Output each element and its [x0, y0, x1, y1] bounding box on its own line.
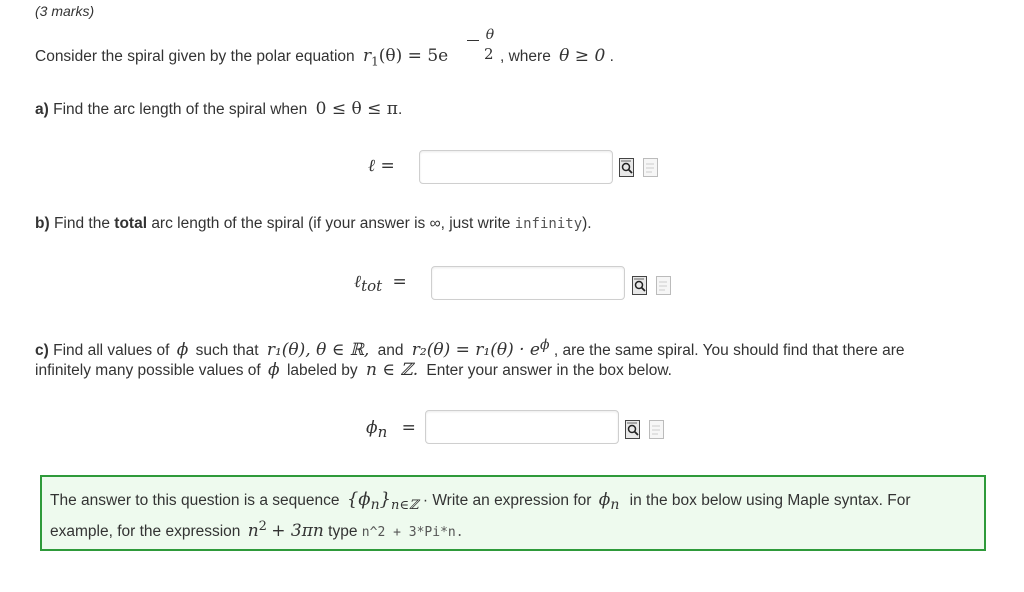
part-b-answer-label: ℓ$_{tot}$ =	[354, 272, 407, 296]
marks-label: (3 marks)	[35, 3, 95, 19]
part-c-question-line2: infinitely many possible values of ϕ labeled by n ∈ ℤ. Enter your answer in the box below.	[35, 360, 672, 380]
hint-line-2: example, for the expression $n^2 + 3\pi n$ type n^2 + 3*Pi*n.	[50, 519, 464, 542]
exponent-fraction: θ	[485, 27, 495, 43]
preview-icon[interactable]	[619, 158, 634, 177]
part-c-answer-label: $\phi_n$ =	[366, 418, 416, 442]
part-b-question: b) Find the total arc length of the spiral (if your answer is ∞, just write infinity).	[35, 215, 592, 232]
help-icon[interactable]	[656, 276, 671, 295]
part-a-answer-input[interactable]	[419, 150, 613, 184]
intro-suffix: , where θ ≥ 0 .	[500, 46, 614, 66]
help-icon[interactable]	[649, 420, 664, 439]
preview-icon[interactable]	[625, 420, 640, 439]
part-a-answer-label: ℓ =	[368, 156, 395, 176]
part-c-question-line1: c) Find all values of ϕ such that r₁(θ), θ ∈ ℝ, and $r_2(\theta) = r_1(\theta) \cdot e^\phi$ , are the same spiral. You should find that there are	[35, 337, 905, 361]
intro-text: Consider the spiral given by the polar equation $r_1(\theta) = 5e$	[35, 46, 449, 69]
exponent-denominator: 2	[484, 45, 494, 63]
part-b-answer-input[interactable]	[431, 266, 625, 300]
minus-sign	[467, 40, 479, 41]
hint-box	[40, 475, 986, 551]
help-icon[interactable]	[643, 158, 658, 177]
preview-icon[interactable]	[632, 276, 647, 295]
part-c-answer-input[interactable]	[425, 410, 619, 444]
part-a-question: a) Find the arc length of the spiral when 0 ≤ θ ≤ π.	[35, 99, 403, 119]
hint-line-1: The answer to this question is a sequence $\{\phi_n\}_{n\in ℤ}$ · Write an expression for $\phi_n$ in the box below using Maple syntax. For	[50, 489, 911, 514]
